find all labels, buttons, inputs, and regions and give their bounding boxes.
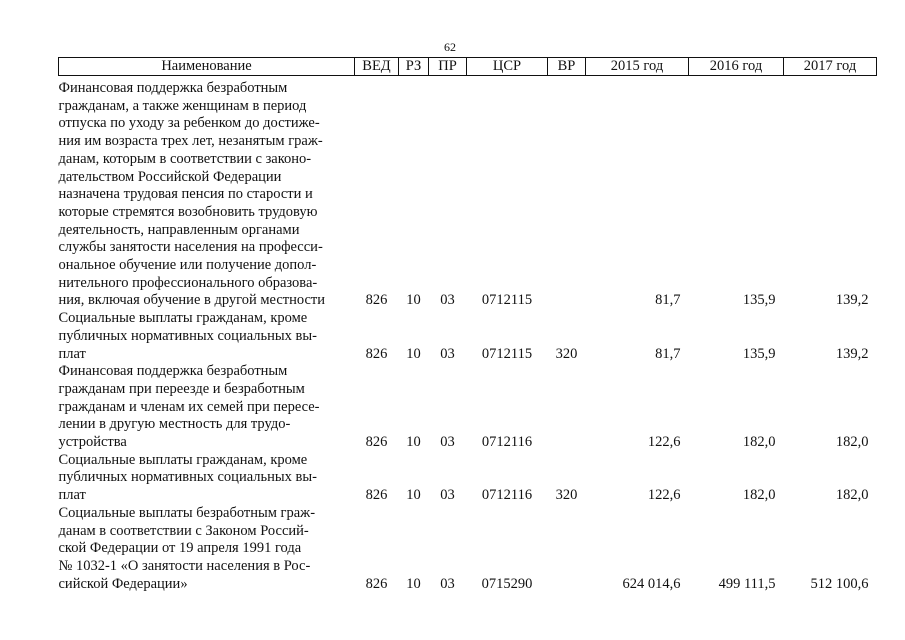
cell-rz: 10 [406,575,421,592]
name-line: Финансовая поддержка безработным [58,363,288,380]
cell-ved: 826 [365,487,388,504]
name-line: устройства [58,434,127,451]
table-row [59,310,877,363]
cell-2015: 624 014,6 [622,575,681,592]
name-line: Финансовая поддержка безработным [58,80,288,96]
name-line: ональное обучение или получение допол- [58,257,317,274]
cell-csr: 0712116 [481,487,533,504]
row-name [59,505,355,594]
table-row [59,452,877,505]
cell-2016: 135,9 [742,345,776,362]
cell-vr [548,505,586,594]
cell-2015: 81,7 [655,345,681,362]
cell-ved: 826 [365,575,388,592]
cell-2017: 139,2 [835,345,869,362]
header-vr: ВР [548,58,586,76]
cell-pr: 03 [440,575,455,592]
cell-pr: 03 [440,292,455,309]
cell-ved: 826 [365,434,388,451]
cell-rz: 10 [406,345,421,362]
cell-rz: 10 [406,292,421,309]
name-line: Социальные выплаты гражданам, кроме [58,451,308,468]
name-line: нительного профессионального образова- [58,274,318,291]
name-line: назначена трудовая пенсия по старости и [58,186,313,203]
cell-pr: 03 [440,487,455,504]
name-line: данам, которым в соответствии с законо- [58,150,312,167]
name-line: публичных нормативных социальных вы- [58,469,317,486]
cell-csr: 0715290 [481,575,533,592]
name-line: публичных нормативных социальных вы- [58,327,317,344]
header-2015: 2015 год [586,58,689,76]
cell-ved: 826 [365,292,388,309]
cell-vr: 320 [555,345,578,362]
cell-csr: 0712115 [481,345,533,362]
name-line: гражданам при переезде и безработным [58,380,305,397]
name-line: сийской Федерации» [58,575,188,592]
cell-vr [548,80,586,310]
cell-ved: 826 [365,345,388,362]
name-line: службы занятости населения на професси- [58,239,323,256]
cell-csr: 0712116 [481,434,533,451]
row-name [59,363,355,452]
name-line: ния, включая обучение в другой местности [58,292,326,309]
name-line: ской Федерации от 19 апреля 1991 года [58,540,302,557]
table-row [59,80,877,310]
cell-2017: 182,0 [835,434,869,451]
cell-vr: 320 [555,487,578,504]
name-line: гражданам, а также женщинам в период [58,97,307,114]
cell-2015: 122,6 [647,487,681,504]
cell-csr: 0712115 [481,292,533,309]
cell-2017: 182,0 [835,487,869,504]
header-2016: 2016 год [689,58,784,76]
budget-table [58,57,877,593]
cell-rz: 10 [406,487,421,504]
name-line: отпуска по уходу за ребенком до достиже- [58,115,320,132]
cell-2016: 499 111,5 [718,575,776,592]
header-row [59,58,877,76]
header-ved: ВЕД [355,58,399,76]
name-line: плат [58,487,86,504]
cell-vr [548,363,586,452]
row-name [59,80,355,310]
header-rz: РЗ [399,58,429,76]
header-pr: ПР [429,58,467,76]
name-line: Социальные выплаты безработным граж- [58,504,316,521]
name-line: данам в соответствии с Законом Россий- [58,522,309,539]
name-line: плат [58,345,86,362]
cell-2017: 512 100,6 [810,575,869,592]
cell-2016: 182,0 [742,434,776,451]
name-line: дательством Российской Федерации [58,168,282,185]
table-body [59,76,877,594]
name-line: деятельность, направленным органами [58,221,300,238]
page-number: 62 [444,40,456,54]
header-2017: 2017 год [784,58,877,76]
name-line: № 1032-1 «О занятости населения в Рос- [58,557,311,574]
cell-2016: 182,0 [742,487,776,504]
name-line: лении в другую местность для трудо- [58,416,291,433]
row-name [59,452,355,505]
name-line: ния им возраста трех лет, незанятым граж- [58,133,323,150]
cell-pr: 03 [440,345,455,362]
name-line: Социальные выплаты гражданам, кроме [58,310,308,327]
name-line: которые стремятся возобновить трудовую [58,203,318,220]
cell-2016: 135,9 [742,292,776,309]
cell-2015: 122,6 [647,434,681,451]
cell-rz: 10 [406,434,421,451]
cell-2017: 139,2 [835,292,869,309]
header-name: Наименование [59,58,355,76]
row-name [59,310,355,363]
table-row [59,505,877,594]
name-line: гражданам и членам их семей при пересе- [58,398,320,415]
cell-2015: 81,7 [655,292,681,309]
cell-pr: 03 [440,434,455,451]
table-row [59,363,877,452]
header-csr: ЦСР [467,58,548,76]
